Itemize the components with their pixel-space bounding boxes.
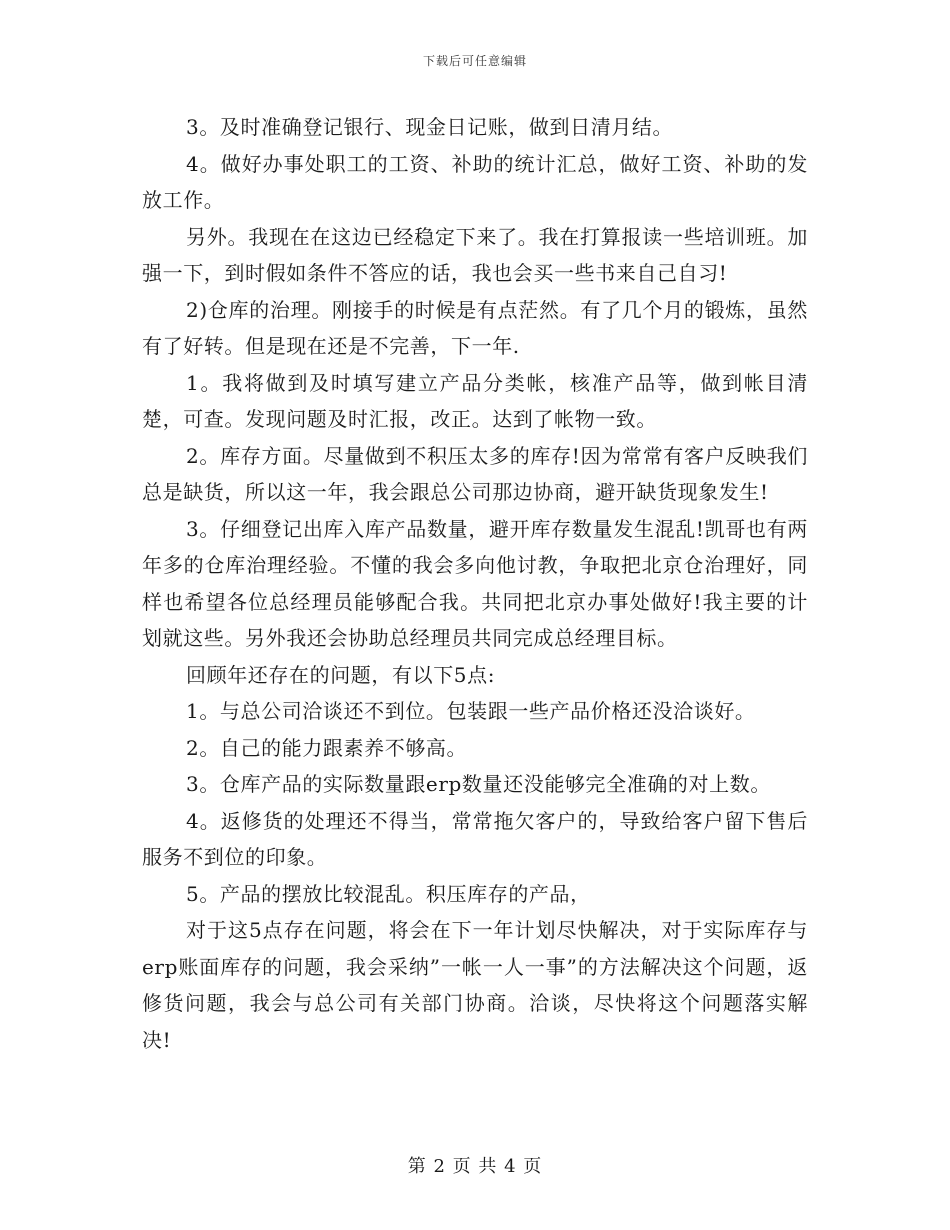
- document-body: [142, 109, 808, 1058]
- paragraph: 5。产品的摆放比较混乱。积压库存的产品，: [186, 881, 591, 906]
- paragraph: 1。我将做到及时填写建立产品分类帐，核准产品等，做到帐目清楚，可查。发现问题及时汇报，改正。达到了帐物一致。: [142, 370, 808, 431]
- page-footer: 第 2 页 共 4 页: [407, 1156, 543, 1177]
- paragraph: 2。自己的能力跟素养不够高。: [186, 735, 468, 760]
- page-header: 下载后可任意编辑: [422, 54, 527, 68]
- paragraph: 2。库存方面。尽量做到不积压太多的库存!因为常常有客户反映我们总是缺货，所以这一年，我会跟总公司那边协商，避开缺货现象发生!: [142, 443, 808, 504]
- paragraph: 3。仓库产品的实际数量跟erp数量还没能够完全准确的对上数。: [186, 772, 771, 796]
- paragraph: 4。返修货的处理还不得当，常常拖欠客户的，导致给客户留下售后服务不到位的印象。: [142, 808, 808, 869]
- paragraph: 回顾年还存在的问题，有以下5点:: [186, 662, 496, 687]
- paragraph: 对于这5点存在问题，将会在下一年计划尽快解决，对于实际库存与erp账面库存的问题，我会采纳”一帐一人一事”的方法解决这个问题，返修货问题，我会与总公司有关部门协商。洽谈，尽快将这个问题落实解决!: [142, 918, 808, 1052]
- paragraph: 另外。我现在在这边已经稳定下来了。我在打算报读一些培训班。加强一下，到时假如条件不答应的话，我也会买一些书来自己自习!: [142, 224, 808, 285]
- paragraph: 3。仔细登记出库入库产品数量，避开库存数量发生混乱!凯哥也有两年多的仓库治理经验。不懂的我会多向他讨教，争取把北京仓治理好，同样也希望各位总经理员能够配合我。共同把北京办事处做好!我主要的计划就这些。另外我还会协助总经理员共同完成总经理目标。: [142, 516, 808, 650]
- paragraph: 2)仓库的治理。刚接手的时候是有点茫然。有了几个月的锻炼，虽然有了好转。但是现在还是不完善，下一年.: [142, 297, 808, 358]
- paragraph: 3。及时准确登记银行、现金日记账，做到日清月结。: [186, 115, 674, 139]
- paragraph: 4。做好办事处职工的工资、补助的统计汇总，做好工资、补助的发放工作。: [142, 151, 808, 212]
- paragraph: 1。与总公司洽谈还不到位。包装跟一些产品价格还没洽谈好。: [186, 699, 756, 723]
